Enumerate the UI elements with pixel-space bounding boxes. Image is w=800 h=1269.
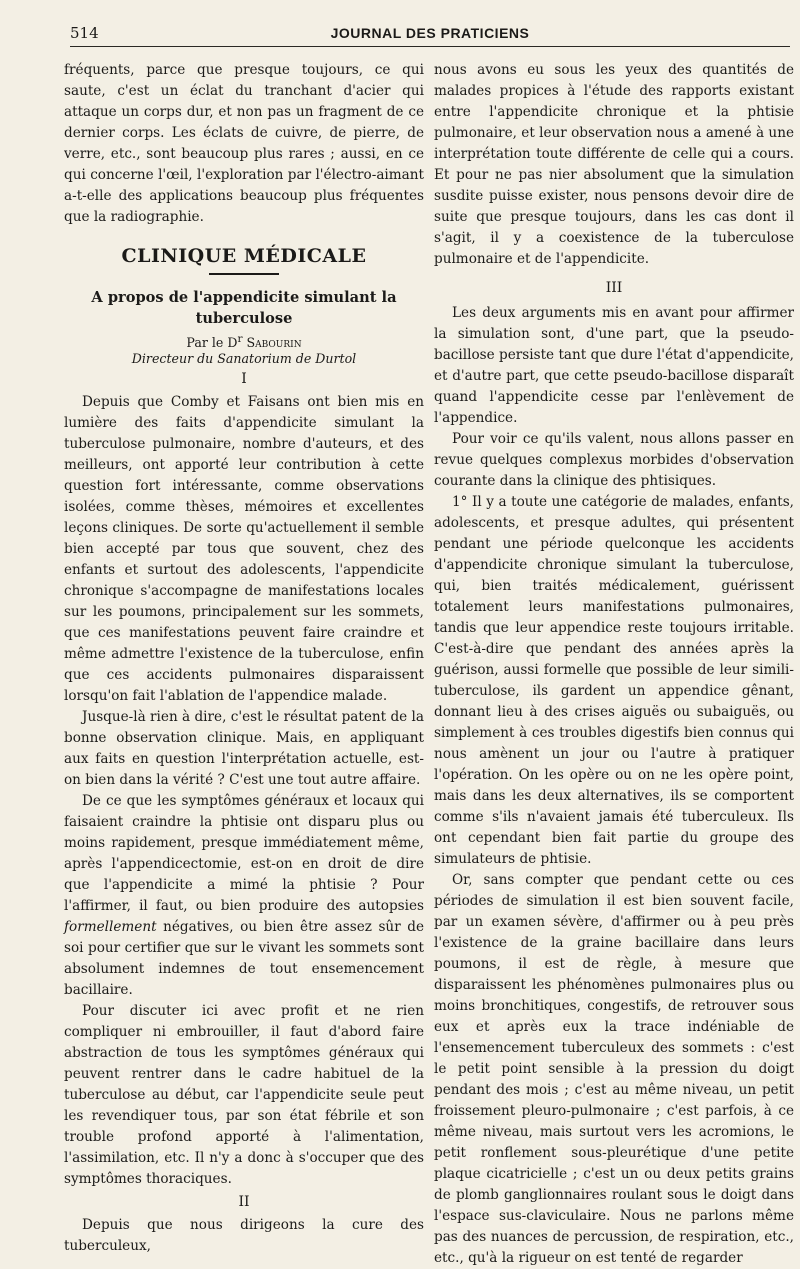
paragraph: fréquents, parce que presque toujours, ce qui saute, c'est un éclat du tranchant d'acier qui attaque un corps dur, et non pas un fragment de ce dernier corps. Les éclats de cuivre, de pierre, de verre, etc., sont beaucoup plus rares ; aussi, en ce qui concerne l'œil, l'exploration par l'électro-aimant a-t-elle des applications beaucoup plus fréquentes que la radiographie. (64, 62, 424, 225)
text-run: négatives, ou bien être assez sûr de soi pour certifier que sur le vivant les sommets sont absolument indemnes de tout ensemencement bacillaire. (64, 919, 424, 999)
page-header (70, 20, 790, 47)
byline-prefix: Par le D (186, 335, 238, 351)
author-name: Sabourin (246, 335, 302, 351)
section-title: CLINIQUE MÉDICALE (121, 245, 367, 267)
paragraph: Jusque-là rien à dire, c'est le résultat patent de la bonne observation clinique. Mais, en appliquant aux faits en question l'interprétation actuelle, est-on bien dans la vérité ? C'est une tout autre affaire. (64, 709, 424, 789)
paragraph: Depuis que Comby et Faisans ont bien mis en lumière des faits d'appendicite simulant la tuberculose pulmonaire, nombre d'auteurs, et des meilleurs, ont apporté leur contribution à cette question fort intéressante, comme observations isolées, comme thèses, mémoires et excellentes leçons cliniques. De sorte qu'actuellement il semble bien accepté par tous que souvent, chez des enfants et surtout des adolescents, l'appendicite chronique s'accompagne de manifestations locales sur les poumons, principalement sur les sommets, que ces manifestations peuvent faire craindre et même admettre l'existence de la tuberculose, enfin que ces accidents pulmonaires disparaissent lorsqu'on fait l'ablation de l'appendice malade. (64, 394, 424, 705)
right-column (434, 60, 794, 1266)
byline-sup: r (237, 333, 243, 345)
section-number: I (241, 371, 247, 388)
paragraph: nous avons eu sous les yeux des quantités de malades propices à l'étude des rapports existant entre l'appendicite chronique et la phtisie pulmonaire, et leur observation nous a amené à une interprétation toute différente de celle qui a cours. Et pour ne pas nier absolument que la simulation susdite puisse exister, nous pensons devoir dire de suite que presque toujours, dans les cas dont il s'agit, il y a coexistence de la tuberculose pulmonaire et de l'appendicite. (434, 62, 794, 267)
section-number: III (605, 280, 623, 296)
paragraph: Depuis que nous dirigeons la cure des tuberculeux, (64, 1217, 424, 1255)
paragraph (64, 791, 424, 1001)
section-number: II (238, 1194, 250, 1211)
title-rule (209, 273, 279, 275)
emphasis: formellement (64, 919, 157, 936)
byline (64, 331, 424, 351)
text-columns (64, 60, 794, 1266)
paragraph: Or, sans compter que pendant cette ou ces périodes de simulation il est bien souvent facile, par un examen sévère, d'affirmer ou à peu près l'existence de la graine bacillaire dans leurs poumons, il est de règle, à mesure que disparaissent les phénomènes pulmonaires plus ou moins bronchitiques, congestifs, de retrouver sous eux et après eux la trace indéniable de l'ensemencement tuberculeux des sommets : c'est le petit point sensible à la pression du doigt pendant des mois ; c'est au même niveau, un petit froissement pleuro-pulmonaire ; c'est parfois, à ce même niveau, mais surtout vers les acromions, le petit ronflement sous-pleurétique d'une petite plaque cicatricielle ; c'est un ou deux petits grains de plomb ganglionnaires roulant sous le doigt dans l'espace sus-claviculaire. Nous ne parlons même pas des nuances de percussion, de respiration, etc., etc., qu'à la rigueur on est tenté de regarder (434, 872, 794, 1266)
author-affiliation: Directeur du Sanatorium de Durtol (131, 351, 357, 367)
journal-title: JOURNAL DES PRATICIENS (330, 25, 530, 41)
paragraph: Pour voir ce qu'ils valent, nous allons passer en revue quelques complexus morbides d'observation courante dans la clinique des phtisiques. (434, 431, 794, 489)
text-run: De ce que les symptômes généraux et locaux qui faisaient craindre la phtisie ont disparu plus ou moins rapidement, presque immédiatement même, après l'appendicectomie, est-on en droit de dire que l'appendicite a mimé la phtisie ? Pour l'affirmer, il faut, ou bien produire des autopsies (64, 793, 424, 915)
paragraph: Les deux arguments mis en avant pour affirmer la simulation sont, d'une part, que la pseudo-bacillose persiste tant que dure l'état d'appendicite, et d'autre part, que cette pseudo-bacillose disparaît quand l'appendicite cesse par l'enlèvement de l'appendice. (434, 305, 794, 426)
article-title: A propos de l'appendicite simulant la tuberculose (91, 289, 397, 327)
page-number: 514 (70, 24, 99, 42)
left-column (64, 60, 424, 1255)
paragraph: Pour discuter ici avec profit et ne rien compliquer ni embrouiller, il faut d'abord faire abstraction de tous les symptômes généraux qui peuvent rentrer dans le cadre habituel de la tuberculose au début, car l'appendicite seule peut les revendiquer tous, par son état fébrile et son trouble profond apporté à l'alimentation, l'assimilation, etc. Il n'y a donc à s'occuper que des symptômes thoraciques. (64, 1003, 424, 1188)
paragraph: 1° Il y a toute une catégorie de malades, enfants, adolescents, et presque adultes, qui présentent pendant une période quelconque les accidents d'appendicite chronique simulant la tuberculose, qui, bien traités médicalement, guérissent totalement leurs manifestations pulmonaires, tandis que leur appendice reste toujours irritable. C'est-à-dire que pendant des années après la guérison, aussi formelle que possible de leur simili-tuberculose, ils gardent un appendice gênant, donnant lieu à des crises aiguës ou subaiguës, ou simplement à ces troubles digestifs bien connus qui nous amènent un jour ou l'autre à pratiquer l'opération. On les opère ou on ne les opère point, mais dans les deux alternatives, ils se comportent comme s'ils n'avaient jamais été tuberculeux. Ils ont cependant bien fait partie du groupe des simulateurs de phtisie. (434, 494, 794, 867)
